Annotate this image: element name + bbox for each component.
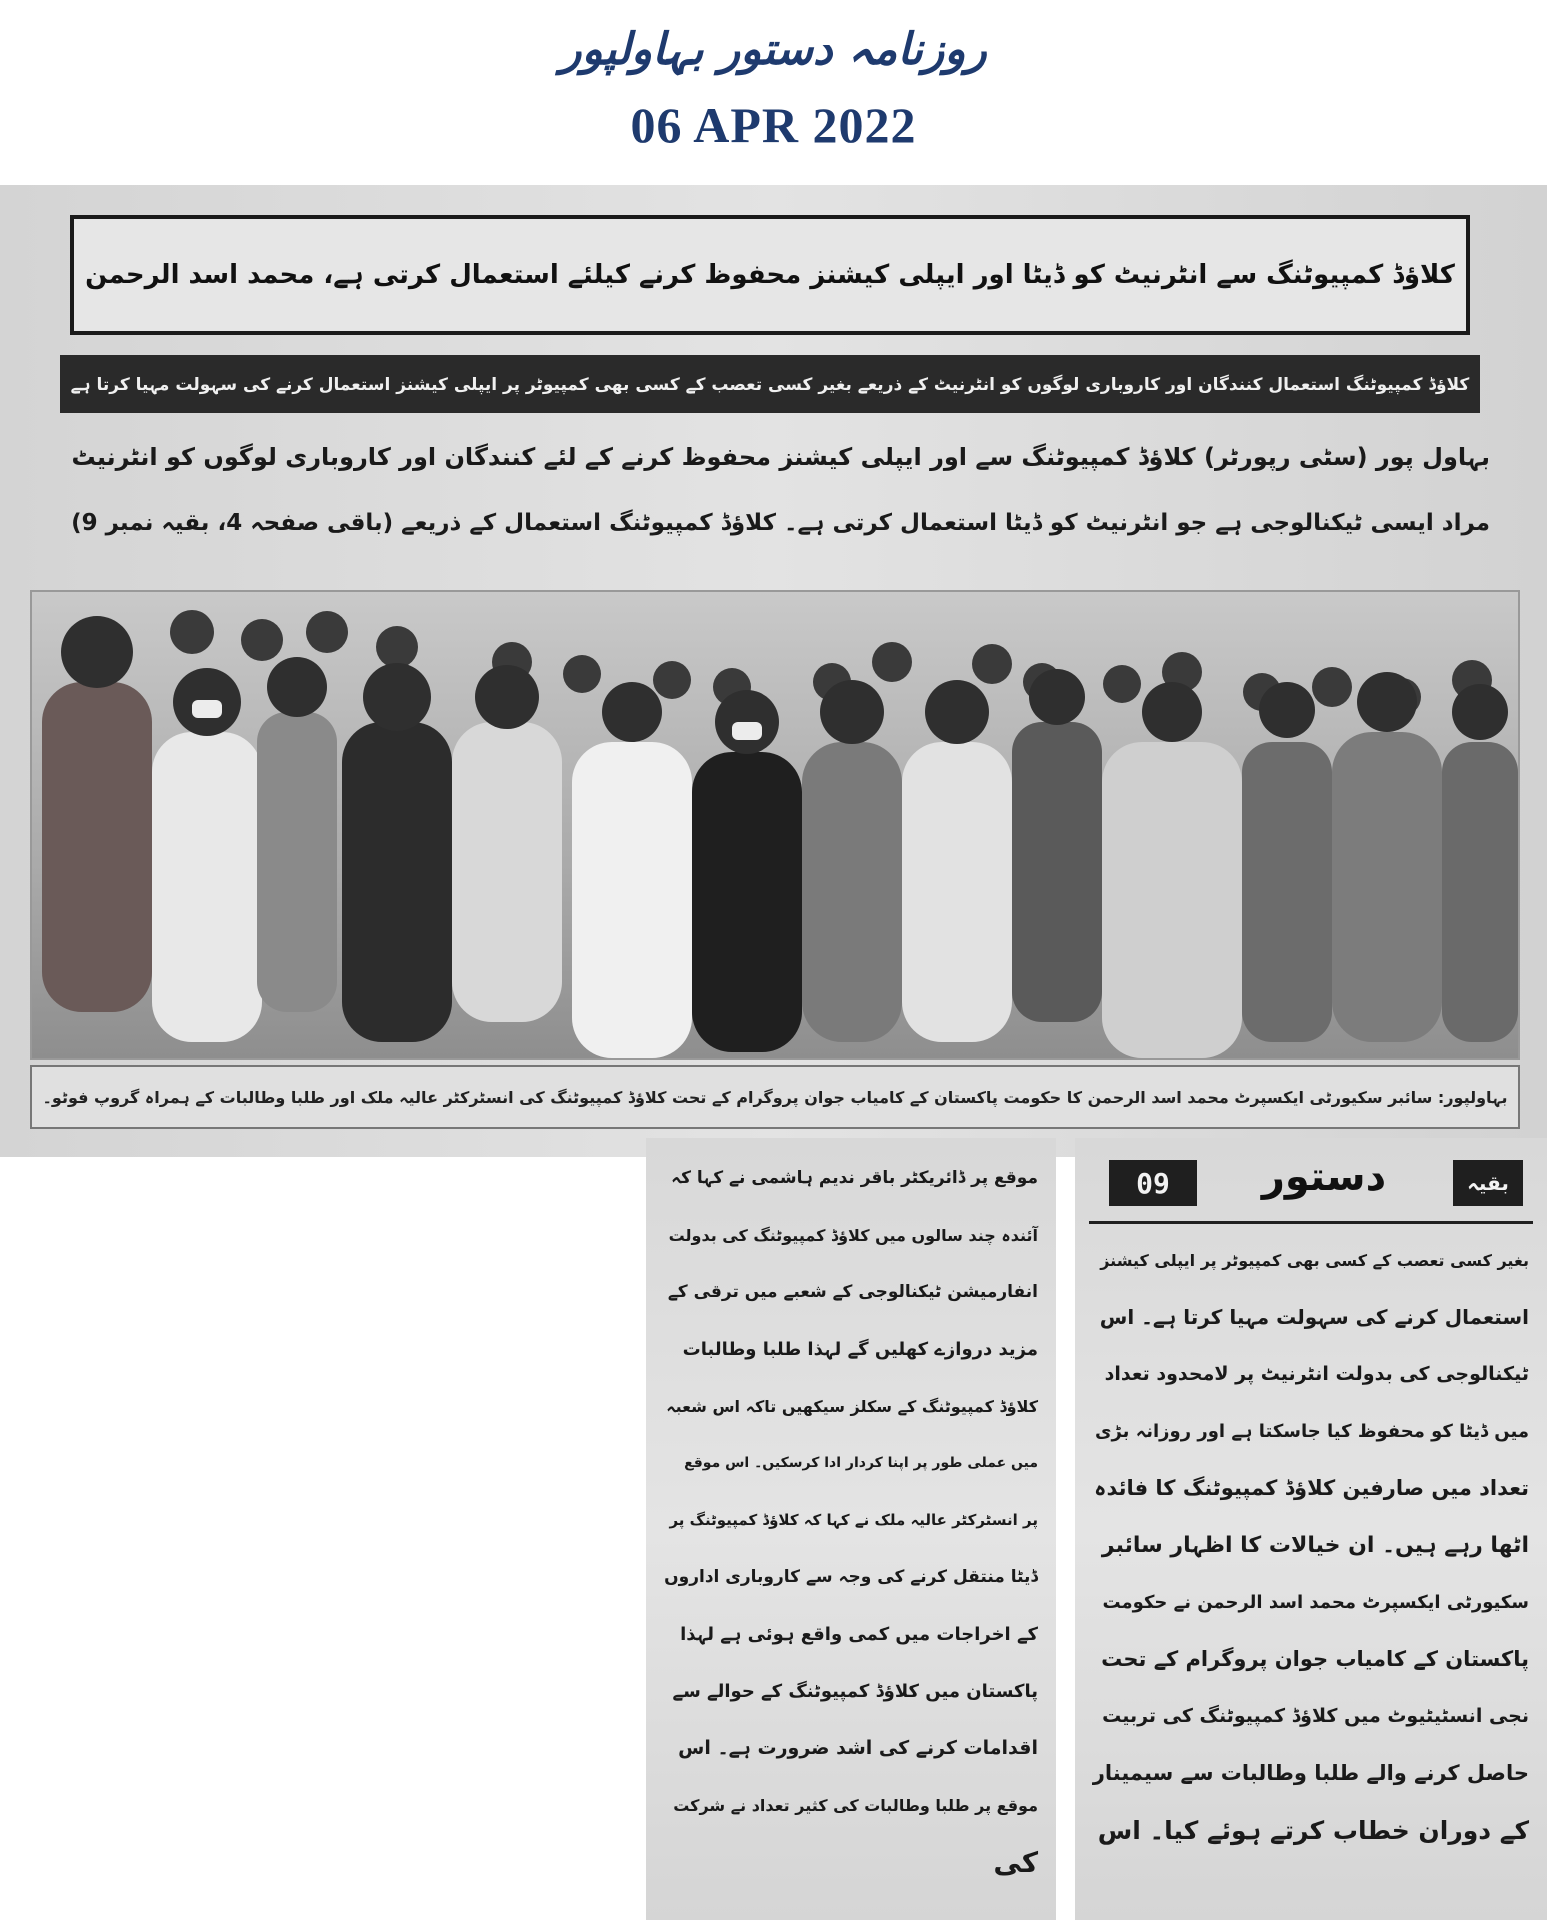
column-line: موقع پر طلبا وطالبات کی کثیر تعداد نے شرکت — [673, 1796, 1038, 1815]
continuation-label: بقیہ — [1453, 1160, 1523, 1206]
column-line: تعداد میں صارفین کلاؤڈ کمپیوٹنگ کا فائدہ — [1094, 1476, 1529, 1500]
column-line: اٹھا رہے ہیں۔ ان خیالات کا اظہار سائبر — [1101, 1533, 1529, 1558]
continuation-header — [1089, 1148, 1533, 1228]
continuation-paper-name: دستور — [1261, 1154, 1387, 1200]
photo-caption: بہاولپور: سائبر سکیورٹی ایکسپرٹ محمد اسد الرحمن کا حکومت پاکستان کے کامیاب جوان پروگرام کے تحت کلاؤڈ کمپیوٹنگ کی انسٹرکٹر عالیہ ملک اور طلبا وطالبات کے ہمراہ گروپ فوٹو۔ — [42, 1087, 1508, 1107]
continuation-page-number: 09 — [1109, 1160, 1197, 1206]
column-line: کی — [993, 1846, 1038, 1879]
column-line: بغیر کسی تعصب کے کسی بھی کمپیوٹر پر ایپلی کیشنز — [1100, 1251, 1529, 1270]
column-line: میں عملی طور پر اپنا کردار ادا کرسکیں۔ اس موقع — [684, 1455, 1038, 1471]
column-line: پاکستان میں کلاؤڈ کمپیوٹنگ کے حوالے سے — [672, 1681, 1038, 1702]
subheadline-bar — [60, 355, 1480, 413]
column-line: مزید دروازے کھلیں گے لہذا طلبا وطالبات — [682, 1339, 1038, 1360]
column-line: پر انسٹرکٹر عالیہ ملک نے کہا کہ کلاؤڈ کمپیوٹنگ پر — [669, 1511, 1038, 1529]
continuation-right-column — [1075, 1138, 1547, 1920]
column-line: کے دوران خطاب کرتے ہوئے کیا۔ اس — [1097, 1816, 1529, 1845]
column-line: حاصل کرنے والے طلبا وطالبات سے سیمینار — [1092, 1761, 1529, 1785]
column-line: میں ڈیٹا کو محفوظ کیا جاسکتا ہے اور روزانہ بڑی — [1094, 1421, 1529, 1442]
continuation-left-column — [646, 1138, 1056, 1920]
column-line: انفارمیشن ٹیکنالوجی کے شعبے میں ترقی کے — [667, 1282, 1038, 1302]
article-body-line: بہاول پور (سٹی رپورٹر) کلاؤڈ کمپیوٹنگ سے اور ایپلی کیشنز محفوظ کرنے کے لئے کنندگان اور کاروباری لوگوں کو انٹرنیٹ — [71, 443, 1490, 471]
news-clipping-top — [0, 185, 1547, 1157]
header-divider — [1089, 1221, 1533, 1224]
column-line: نجی انسٹیٹیوٹ میں کلاؤڈ کمپیوٹنگ کی تربیت — [1102, 1705, 1529, 1727]
column-line: استعمال کرنے کی سہولت مہیا کرتا ہے۔ اس — [1099, 1305, 1529, 1329]
column-line: آئندہ چند سالوں میں کلاؤڈ کمپیوٹنگ کی بدولت — [668, 1226, 1038, 1245]
photo-caption-box — [30, 1065, 1520, 1129]
column-line: کلاؤڈ کمپیوٹنگ کے سکلز سیکھیں تاکہ اس شعبہ — [666, 1397, 1038, 1416]
column-line: پاکستان کے کامیاب جوان پروگرام کے تحت — [1101, 1647, 1529, 1671]
column-line: کے اخراجات میں کمی واقع ہوئی ہے لہذا — [680, 1624, 1038, 1645]
article-body-line: مراد ایسی ٹیکنالوجی ہے جو انٹرنیٹ کو ڈیٹا استعمال کرتی ہے۔ کلاؤڈ کمپیوٹنگ استعمال کے ذریعے (باقی صفحہ 4، بقیہ نمبر 9) — [71, 510, 1490, 536]
publication-date: 06 APR 2022 — [630, 97, 917, 153]
column-line: ڈیٹا منتقل کرنے کی وجہ سے کاروباری اداروں — [664, 1567, 1038, 1587]
column-line: ٹیکنالوجی کی بدولت انٹرنیٹ پر لامحدود تعداد — [1104, 1363, 1529, 1385]
column-line: موقع پر ڈائریکٹر باقر ندیم ہاشمی نے کہا کہ — [671, 1168, 1038, 1188]
article-subheadline: کلاؤڈ کمپیوٹنگ استعمال کنندگان اور کاروباری لوگوں کو انٹرنیٹ کے ذریعے بغیر کسی تعصب کے کسی بھی کمپیوٹر پر ایپلی کیشنز استعمال کرنے کی سہولت مہیا کرتا ہے — [70, 374, 1470, 395]
column-line: سکیورٹی ایکسپرٹ محمد اسد الرحمن نے حکومت — [1102, 1592, 1529, 1613]
headline-box — [70, 215, 1470, 335]
newspaper-name: روزنامہ دستور بہاولپور — [560, 24, 987, 75]
article-headline: کلاؤڈ کمپیوٹنگ سے انٹرنیٹ کو ڈیٹا اور ایپلی کیشنز محفوظ کرنے کیلئے استعمال کرتی ہے، محمد اسد الرحمن — [85, 260, 1455, 290]
column-line: اقدامات کرنے کی اشد ضرورت ہے۔ اس — [678, 1737, 1038, 1759]
group-photo — [30, 590, 1520, 1060]
group-photo-image — [32, 592, 1518, 1058]
